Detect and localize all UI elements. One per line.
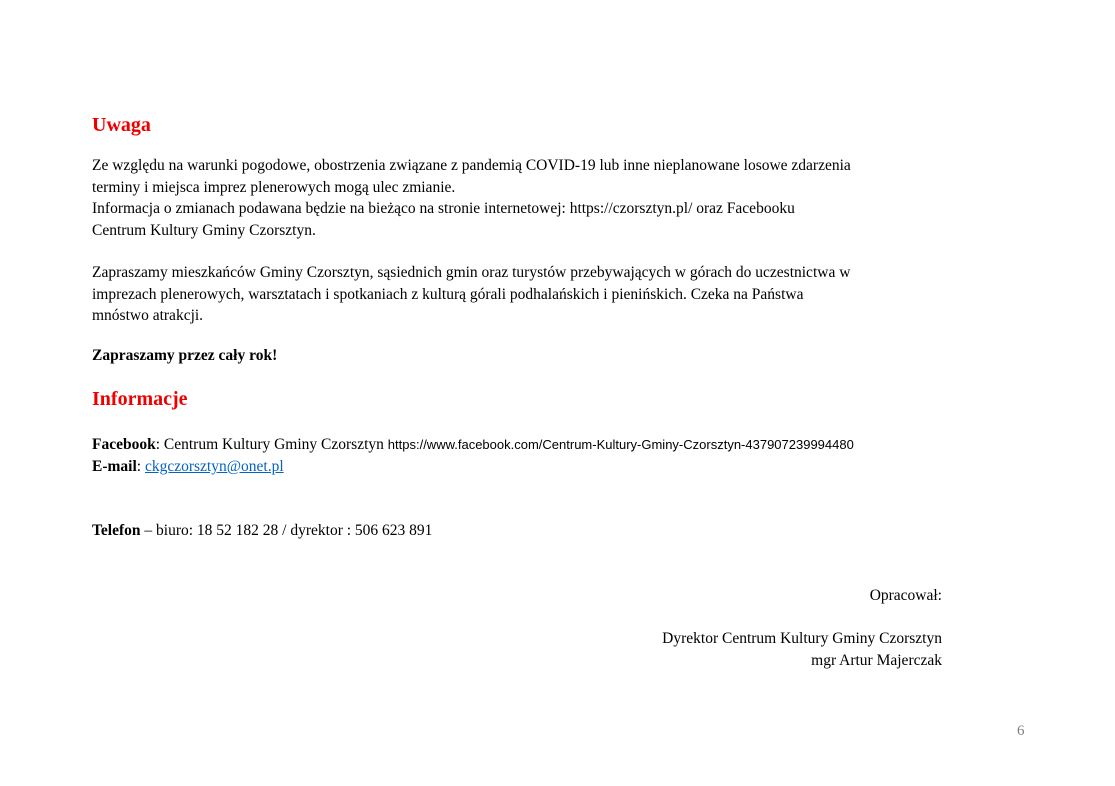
uwaga-paragraph-2 <box>92 262 972 327</box>
facebook-name: Centrum Kultury Gminy Czorsztyn <box>163 436 384 453</box>
informacje-heading: Informacje <box>92 388 188 410</box>
text-line: Ze względu na warunki pogodowe, obostrzenia związane z pandemią COVID-19 lub inne nieplanowane losowe zdarzenia <box>92 157 851 174</box>
email-line <box>92 456 972 478</box>
text-line: mnóstwo atrakcji. <box>92 307 204 325</box>
facebook-separator: : <box>155 436 164 453</box>
signature-name: mgr Artur Majerczak <box>811 651 942 669</box>
text-line: imprezach plenerowych, warsztatach i spotkaniach z kulturą górali podhalańskich i pienińskich. Czeka na Państwa <box>92 285 804 303</box>
text-line: terminy i miejsca imprez plenerowych mogą ulec zmianie. <box>92 178 456 196</box>
email-label: E-mail <box>92 457 137 475</box>
page-number: 6 <box>1017 723 1025 739</box>
signature-block <box>662 628 942 671</box>
contact-block <box>92 434 972 477</box>
closing-invitation: Zapraszamy przez cały rok! <box>92 347 278 364</box>
facebook-url: https://www.facebook.com/Centrum-Kultury-Gminy-Czorsztyn-437907239994480 <box>387 437 854 452</box>
email-link[interactable]: ckgczorsztyn@onet.pl <box>144 457 284 475</box>
uwaga-heading: Uwaga <box>92 114 151 136</box>
prepared-by-label: Opracował: <box>869 587 942 604</box>
signature-title: Dyrektor Centrum Kultury Gminy Czorsztyn <box>662 630 942 647</box>
facebook-label: Facebook <box>92 436 156 453</box>
phone-details: – biuro: 18 52 182 28 / dyrektor : 506 623 891 <box>140 522 433 539</box>
email-separator: : <box>136 457 145 475</box>
phone-line <box>92 520 972 542</box>
phone-label: Telefon <box>92 522 141 539</box>
text-line: Informacja o zmianach podawana będzie na bieżąco na stronie internetowej: https://czorsztyn.pl/ oraz Facebooku <box>92 200 795 218</box>
text-line: Zapraszamy mieszkańców Gminy Czorsztyn, sąsiednich gmin oraz turystów przebywających w górach do uczestnictwa w <box>92 264 851 281</box>
text-line: Centrum Kultury Gminy Czorsztyn. <box>92 222 316 240</box>
facebook-line <box>92 434 972 456</box>
uwaga-paragraph-1 <box>92 155 972 242</box>
